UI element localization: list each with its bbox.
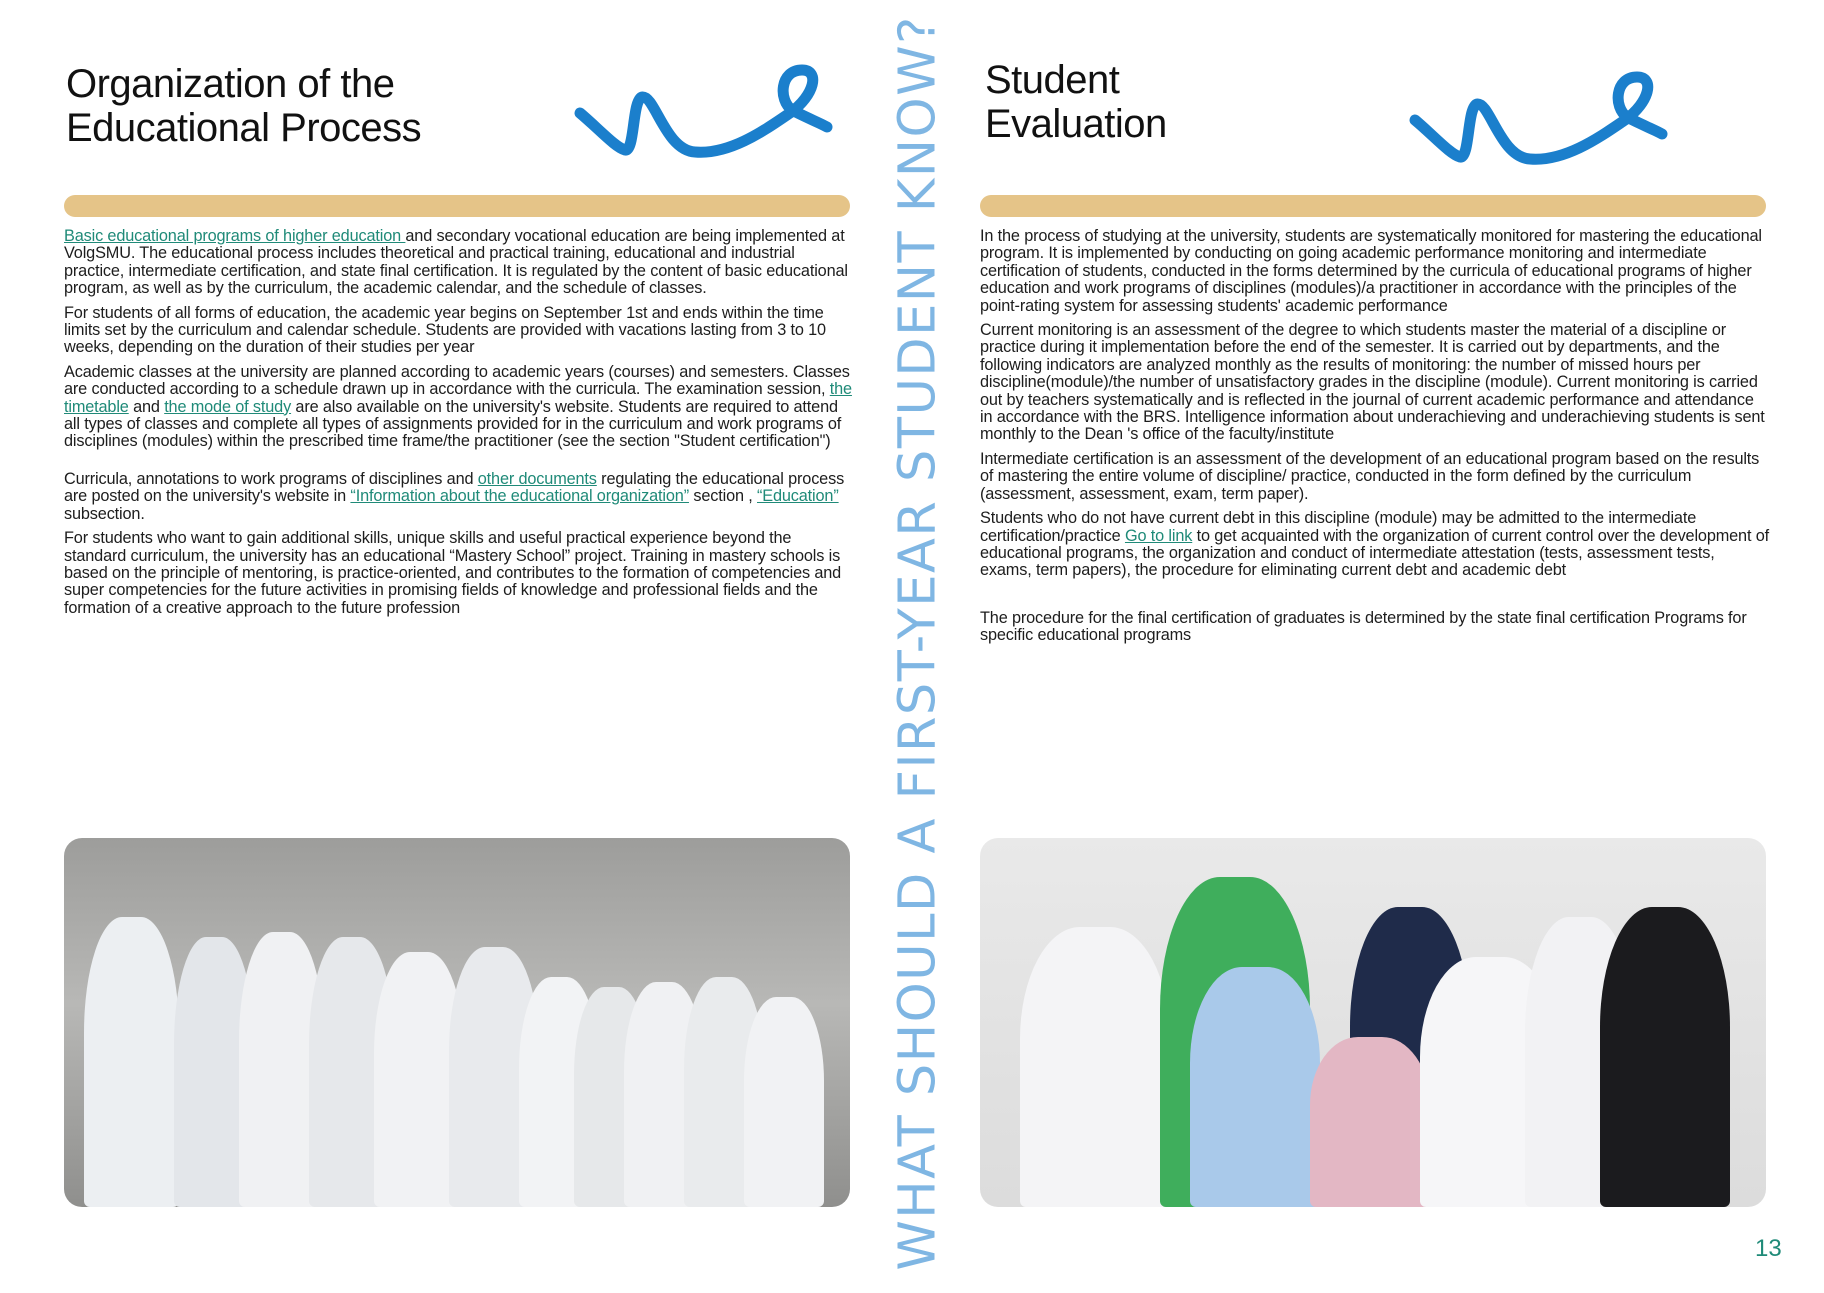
text: subsection.: [64, 504, 145, 523]
paragraph: [64, 364, 854, 451]
text: section ,: [688, 487, 757, 506]
gold-divider-bar: [64, 195, 850, 217]
paragraph: [64, 471, 854, 523]
education-link[interactable]: “Education”: [757, 487, 839, 506]
text: to get acquainted with the organization of current control over the development of educational programs, the organization and conduct of intermediate attestation (tests, assessment tests, exams, term papers), the procedure for eliminating current debt and academic debt: [980, 526, 1769, 580]
right-body-text: [980, 228, 1770, 652]
paragraph: [980, 510, 1770, 580]
paragraph: [64, 228, 854, 298]
information-about-organization-link[interactable]: “Information about the educational organization”: [350, 487, 689, 506]
text: Curricula, annotations to work programs of disciplines and: [64, 469, 478, 488]
vertical-section-heading: WHAT SHOULD A FIRST-YEAR STUDENT KNOW?: [888, 15, 948, 1271]
timetable-link[interactable]: the timetable: [64, 380, 852, 416]
text: are also available on the university's website. Students are required to attend all types of classes and complete all types of assignments provided for in the curriculum and work programs of disciplines (modules) within the prescribed time frame/the practitioner (see the section "Student certification"): [64, 397, 842, 451]
paragraph: Current monitoring is an assessment of the degree to which students master the material of a discipline or practice during it implementation before the end of the semester. It is carried out by departments, and the following indicators are analyzed monthly as the results of monitoring: the number of missed hours per discipline(module)/the number of unsatisfactory grades in the discipline (module). Current monitoring is carried out by teachers systematically and is reflected in the journal of current academic performance and attendance in accordance with the BRS. Intelligence information about underachieving and underachieving students is sent monthly to the Dean 's office of the faculty/institute: [980, 321, 1765, 444]
mode-of-study-link[interactable]: the mode of study: [164, 397, 292, 416]
paragraph: The procedure for the final certification of graduates is determined by the state final certification Programs for specific educational programs: [980, 608, 1747, 645]
other-documents-link[interactable]: other documents: [477, 469, 597, 488]
title-line: Student: [985, 58, 1120, 102]
basic-programs-link[interactable]: Basic educational programs of higher education: [64, 227, 406, 245]
title-line: Evaluation: [985, 102, 1167, 146]
title-line: Organization of the: [66, 62, 395, 106]
female-students-photo: [980, 838, 1766, 1207]
students-group-photo: [64, 838, 850, 1207]
left-page-title: [66, 62, 421, 150]
text: Students who do not have current debt in this discipline (module) may be admitted to the intermediate certification/practice: [980, 509, 1697, 545]
gold-divider-bar: [980, 195, 1766, 217]
text: and: [128, 397, 165, 416]
left-body-text: [64, 228, 854, 624]
right-page-title: [985, 58, 1167, 146]
title-line: Educational Process: [66, 106, 422, 150]
paragraph: For students of all forms of education, the academic year begins on September 1st and ends within the time limits set by the curriculum and calendar schedule. Students are provided with vacations lasting from 3 to 10 weeks, depending on the duration of their studies per year: [64, 303, 826, 357]
text: regulating the educational process are posted on the university's website in: [64, 469, 845, 506]
text: Academic classes at the university are planned according to academic years (courses) and semesters. Classes are conducted according to a schedule drawn up in accordance with the curricula. The examination session,: [64, 362, 850, 399]
paragraph: Intermediate certification is an assessment of the development of an educational program based on the results of mastering the entire volume of discipline/ practice, conducted in the form defined by the curriculum (assessment, assessment, exam, term paper).: [980, 449, 1760, 503]
text: and secondary vocational education are being implemented at VolgSMU. The educational process includes theoretical and practical training, educational and industrial practice, intermediate certification, and state final certification. It is regulated by the content of basic educational program, as well as by the curriculum, the academic calendar, and the schedule of classes.: [64, 227, 848, 298]
page-number: 13: [1755, 1235, 1782, 1262]
paragraph: For students who want to gain additional skills, unique skills and useful practical experience beyond the standard curriculum, the university has an educational “Mastery School” project. Training in mastery schools is based on the principle of mentoring, is practice-oriented, and contributes to the formation of competencies and super competencies for the future activities in promising fields of knowledge and professional fields and the formation of a creative approach to the future profession: [64, 529, 842, 617]
paragraph: In the process of studying at the university, students are systematically monitored for mastering the educational program. It is implemented by conducting on going academic performance monitoring and intermediate certification of students, conducted in the forms determined by the curricula of educational programs of higher education and work programs of disciplines (modules)/a practitioner in accordance with the principles of the point-rating system for assessing students' academic performance: [980, 227, 1762, 315]
go-to-link[interactable]: Go to link: [1124, 526, 1193, 545]
